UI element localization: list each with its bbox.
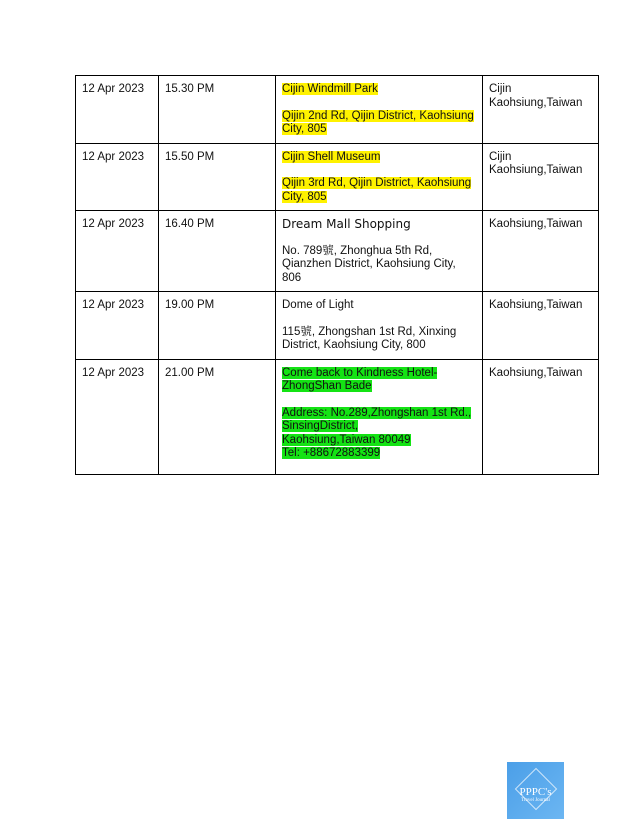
place-address: No. 789號, Zhonghua 5th Rd, Qianzhen District, Kaohsiung City, 806 bbox=[282, 244, 456, 284]
place-cell bbox=[276, 143, 483, 211]
place-title: Come back to Kindness Hotel-ZhongShan Bade bbox=[282, 366, 438, 392]
itinerary-table bbox=[75, 75, 599, 475]
table-row bbox=[76, 76, 599, 144]
time-cell: 15.50 PM bbox=[159, 143, 276, 211]
logo-text: PPPC's bbox=[519, 786, 552, 798]
location-cell: Kaohsiung,Taiwan bbox=[483, 359, 599, 474]
place-cell bbox=[276, 292, 483, 360]
table-row bbox=[76, 359, 599, 474]
place-address: Qijin 2nd Rd, Qijin District, Kaohsiung City, 805 bbox=[282, 109, 474, 135]
place-title: Cijin Shell Museum bbox=[282, 150, 381, 163]
place-title: Dream Mall Shopping bbox=[282, 217, 411, 231]
place-title: Dome of Light bbox=[282, 299, 354, 311]
location-cell: Cijin Kaohsiung,Taiwan bbox=[483, 143, 599, 211]
place-cell bbox=[276, 76, 483, 144]
place-address: Address: No.289,Zhongshan 1st Rd., SinsingDistrict, Kaohsiung,Taiwan 80049 Tel: +88672883399 bbox=[282, 406, 472, 459]
location-cell: Cijin Kaohsiung,Taiwan bbox=[483, 76, 599, 144]
table-row bbox=[76, 211, 599, 292]
place-cell bbox=[276, 211, 483, 292]
date-cell: 12 Apr 2023 bbox=[76, 292, 159, 360]
place-address: Qijin 3rd Rd, Qijin District, Kaohsiung City, 805 bbox=[282, 177, 472, 203]
location-cell: Kaohsiung,Taiwan bbox=[483, 211, 599, 292]
time-cell: 21.00 PM bbox=[159, 359, 276, 474]
logo-subtext: Travel Journal bbox=[521, 798, 550, 803]
date-cell: 12 Apr 2023 bbox=[76, 143, 159, 211]
place-title: Cijin Windmill Park bbox=[282, 83, 378, 95]
date-cell: 12 Apr 2023 bbox=[76, 211, 159, 292]
travel-journal-logo bbox=[507, 762, 564, 819]
time-cell: 16.40 PM bbox=[159, 211, 276, 292]
location-cell: Kaohsiung,Taiwan bbox=[483, 292, 599, 360]
table-row bbox=[76, 143, 599, 211]
date-cell: 12 Apr 2023 bbox=[76, 359, 159, 474]
time-cell: 19.00 PM bbox=[159, 292, 276, 360]
time-cell: 15.30 PM bbox=[159, 76, 276, 144]
table-row bbox=[76, 292, 599, 360]
place-address: 115號, Zhongshan 1st Rd, Xinxing District, Kaohsiung City, 800 bbox=[282, 325, 457, 351]
date-cell: 12 Apr 2023 bbox=[76, 76, 159, 144]
place-cell bbox=[276, 359, 483, 474]
